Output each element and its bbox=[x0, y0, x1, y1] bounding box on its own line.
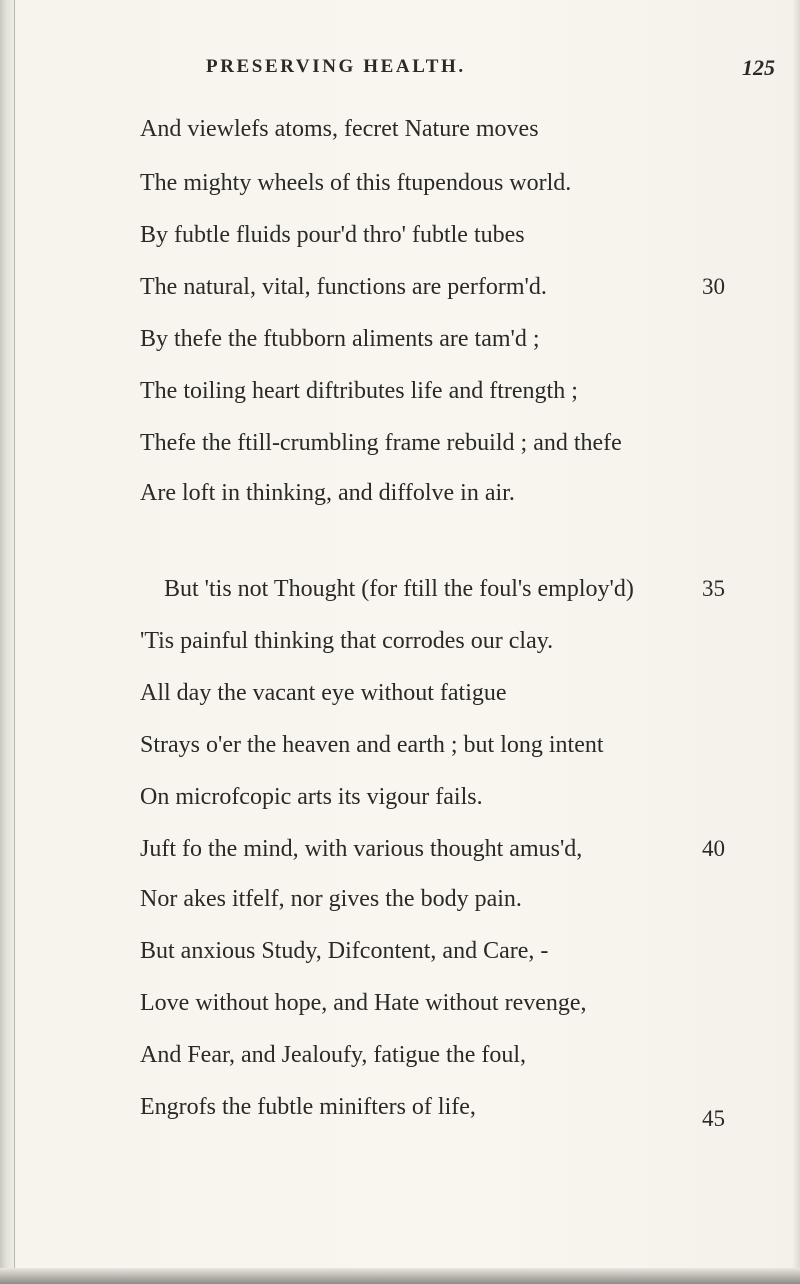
verse-text: Thefe the ftill-crumbling frame rebuild ; and thefe bbox=[140, 430, 622, 456]
verse-text: Engrofs the fubtle minifters of life, bbox=[140, 1094, 476, 1120]
verse-text: But 'tis not Thought (for ftill the foul's employ'd) bbox=[164, 576, 634, 602]
verse-line bbox=[0, 784, 800, 824]
verse-text: Nor akes itfelf, nor gives the body pain. bbox=[140, 886, 522, 912]
verse-text: By fubtle fluids pour'd thro' fubtle tubes bbox=[140, 222, 525, 248]
verse-text: All day the vacant eye without fatigue bbox=[140, 680, 507, 706]
verse-text: The mighty wheels of this ftupendous world. bbox=[140, 170, 572, 196]
verse-line bbox=[0, 576, 800, 616]
verse-line bbox=[0, 886, 800, 926]
verse-line bbox=[0, 480, 800, 520]
verse-line bbox=[0, 378, 800, 418]
verse-line bbox=[0, 990, 800, 1030]
verse-text: Love without hope, and Hate without revenge, bbox=[140, 990, 587, 1016]
verse-text: On microfcopic arts its vigour fails. bbox=[140, 784, 483, 810]
page-bottom-edge bbox=[0, 1268, 800, 1284]
verse-line bbox=[0, 222, 800, 262]
verse-text: By thefe the ftubborn aliments are tam'd ; bbox=[140, 326, 540, 352]
verse-text: And Fear, and Jealoufy, fatigue the foul, bbox=[140, 1042, 527, 1068]
verse-line bbox=[0, 680, 800, 720]
running-head bbox=[0, 56, 800, 86]
verse-line bbox=[0, 274, 800, 314]
verse-text: The toiling heart diftributes life and ftrength ; bbox=[140, 378, 578, 404]
verse-line bbox=[0, 628, 800, 668]
verse-line bbox=[0, 116, 800, 156]
verse-line bbox=[0, 732, 800, 772]
verse-text: 'Tis painful thinking that corrodes our clay. bbox=[140, 628, 554, 654]
line-number: 40 bbox=[702, 836, 725, 861]
line-number: 45 bbox=[702, 1106, 725, 1131]
verse-line bbox=[0, 1042, 800, 1082]
running-head-title: PRESERVING HEALTH. bbox=[206, 56, 466, 77]
verse-line bbox=[0, 170, 800, 210]
verse-text: The natural, vital, functions are perform'd. bbox=[140, 274, 547, 300]
page-number: 125 bbox=[742, 55, 775, 80]
verse-line bbox=[0, 836, 800, 876]
verse-line bbox=[0, 938, 800, 978]
verse-line bbox=[0, 1094, 800, 1134]
verse-text: Juft fo the mind, with various thought amus'd, bbox=[140, 836, 583, 862]
line-number: 30 bbox=[702, 274, 725, 299]
verse-line bbox=[0, 430, 800, 470]
verse-text: Strays o'er the heaven and earth ; but long intent bbox=[140, 732, 604, 758]
verse-text: Are loft in thinking, and diffolve in air. bbox=[140, 480, 515, 506]
verse-text: But anxious Study, Difcontent, and Care, - bbox=[140, 938, 549, 964]
verse-text: And viewlefs atoms, fecret Nature moves bbox=[140, 116, 539, 142]
line-number: 35 bbox=[702, 576, 725, 601]
verse-line bbox=[0, 326, 800, 366]
